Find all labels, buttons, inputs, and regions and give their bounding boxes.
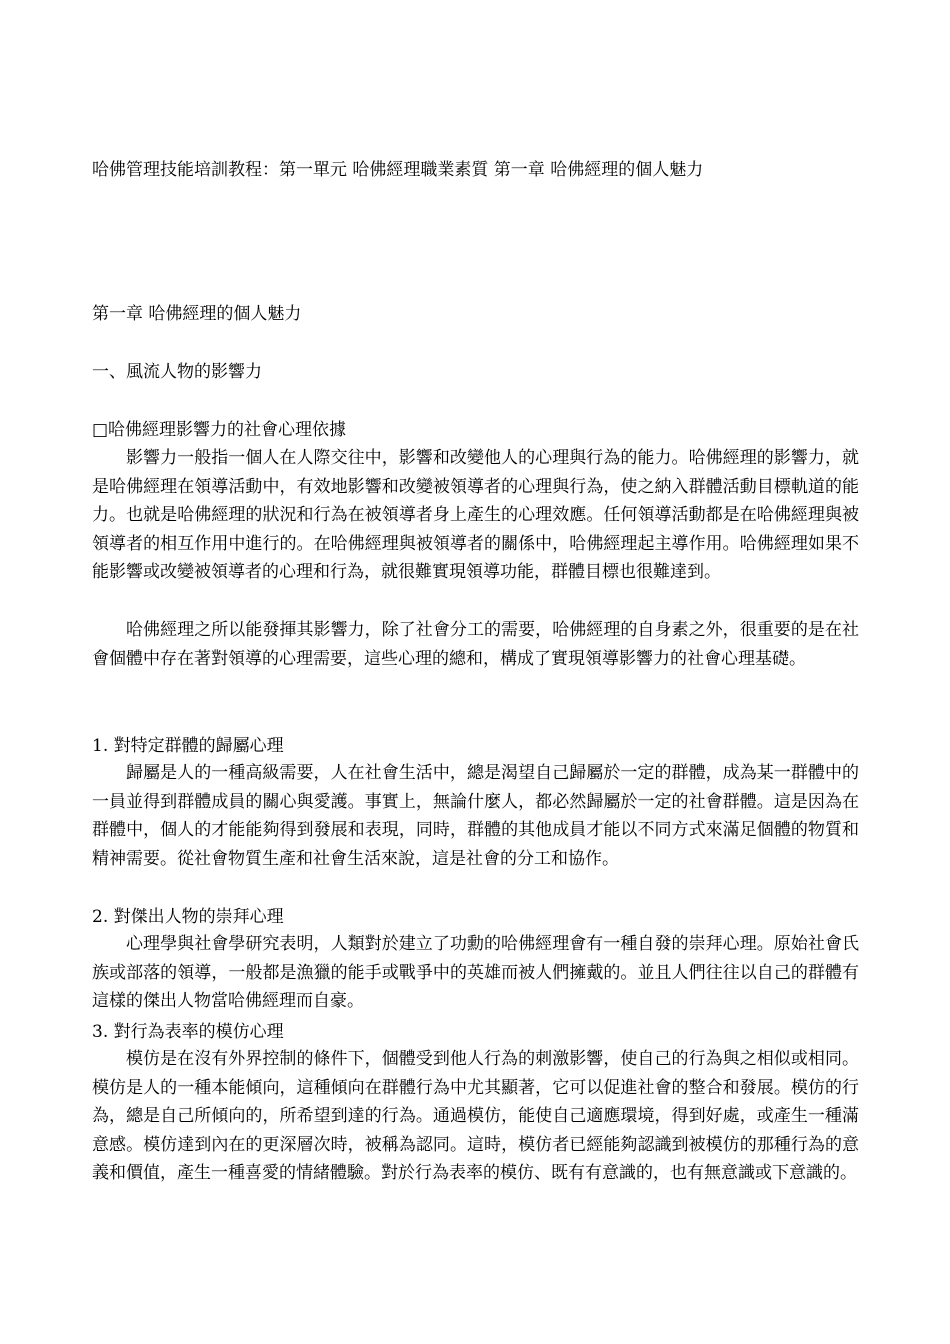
body-paragraph: 哈佛經理之所以能發揮其影響力，除了社會分工的需要，哈佛經理的自身素之外，很重要的是在社會個體中存在著對領導的心理需要，這些心理的總和，構成了實現領導影響力的社會心理基礎。: [92, 620, 859, 669]
list-item-body: 心理學與社會學研究表明，人類對於建立了功勳的哈佛經理會有一種自發的崇拜心理。原始社會氏族或部落的領導，一般都是漁獵的能手或戰爭中的英雄而被人們擁戴的。並且人們往往以自己的群體有這樣的傑出人物當哈佛經理而自豪。: [92, 934, 859, 1011]
body-paragraph: 影響力一般指一個人在人際交往中，影響和改變他人的心理與行為的能力。哈佛經理的影響力，就是哈佛經理在領導活動中，有效地影響和改變被領導者的心理與行為，使之納入群體活動目標軌道的能力。也就是哈佛經理的狀況和行為在被領導者身上產生的心理效應。任何領導活動都是在哈佛經理與被領導者的相互作用中進行的。在哈佛經理與被領導者的關係中，哈佛經理起主導作用。哈佛經理如果不能影響或改變被領導者的心理和行為，就很難實現領導功能，群體目標也很難達到。: [92, 448, 859, 582]
list-item-heading: 2. 對傑出人物的崇拜心理: [92, 907, 284, 927]
list-item-body: 模仿是在沒有外界控制的條件下，個體受到他人行為的刺激影響，使自己的行為與之相似或相同。模仿是人的一種本能傾向，這種傾向在群體行為中尤其顯著，它可以促進社會的整合和發展。模仿的行為，總是自己所傾向的，所希望到達的行為。通過模仿，能使自己適應環境，得到好處，或產生一種滿意感。模仿達到內在的更深層次時，被稱為認同。這時，模仿者已經能夠認識到被模仿的那種行為的意義和價值，產生一種喜愛的情緒體驗。對於行為表率的模仿、既有有意識的，也有無意識或下意識的。: [92, 1049, 859, 1183]
section-title: 一、風流人物的影響力: [92, 362, 262, 382]
page-title: 哈佛管理技能培訓教程：第一單元 哈佛經理職業素質 第一章 哈佛經理的個人魅力: [92, 160, 704, 180]
list-item-body: 歸屬是人的一種高級需要，人在社會生活中，總是渴望自己歸屬於一定的群體，成為某一群體中的一員並得到群體成員的關心與愛護。事實上，無論什麼人，都必然歸屬於一定的社會群體。這是因為在群體中，個人的才能能夠得到發展和表現，同時，群體的其他成員才能以不同方式來滿足個體的物質和精神需要。從社會物質生產和社會生活來說，這是社會的分工和協作。: [92, 763, 859, 869]
chapter-title: 第一章 哈佛經理的個人魅力: [92, 304, 302, 324]
list-item-heading: 3. 對行為表率的模仿心理: [92, 1022, 284, 1042]
subsection-title: □哈佛經理影響力的社會心理依據: [92, 420, 347, 440]
list-item-heading: 1. 對特定群體的歸屬心理: [92, 736, 284, 756]
